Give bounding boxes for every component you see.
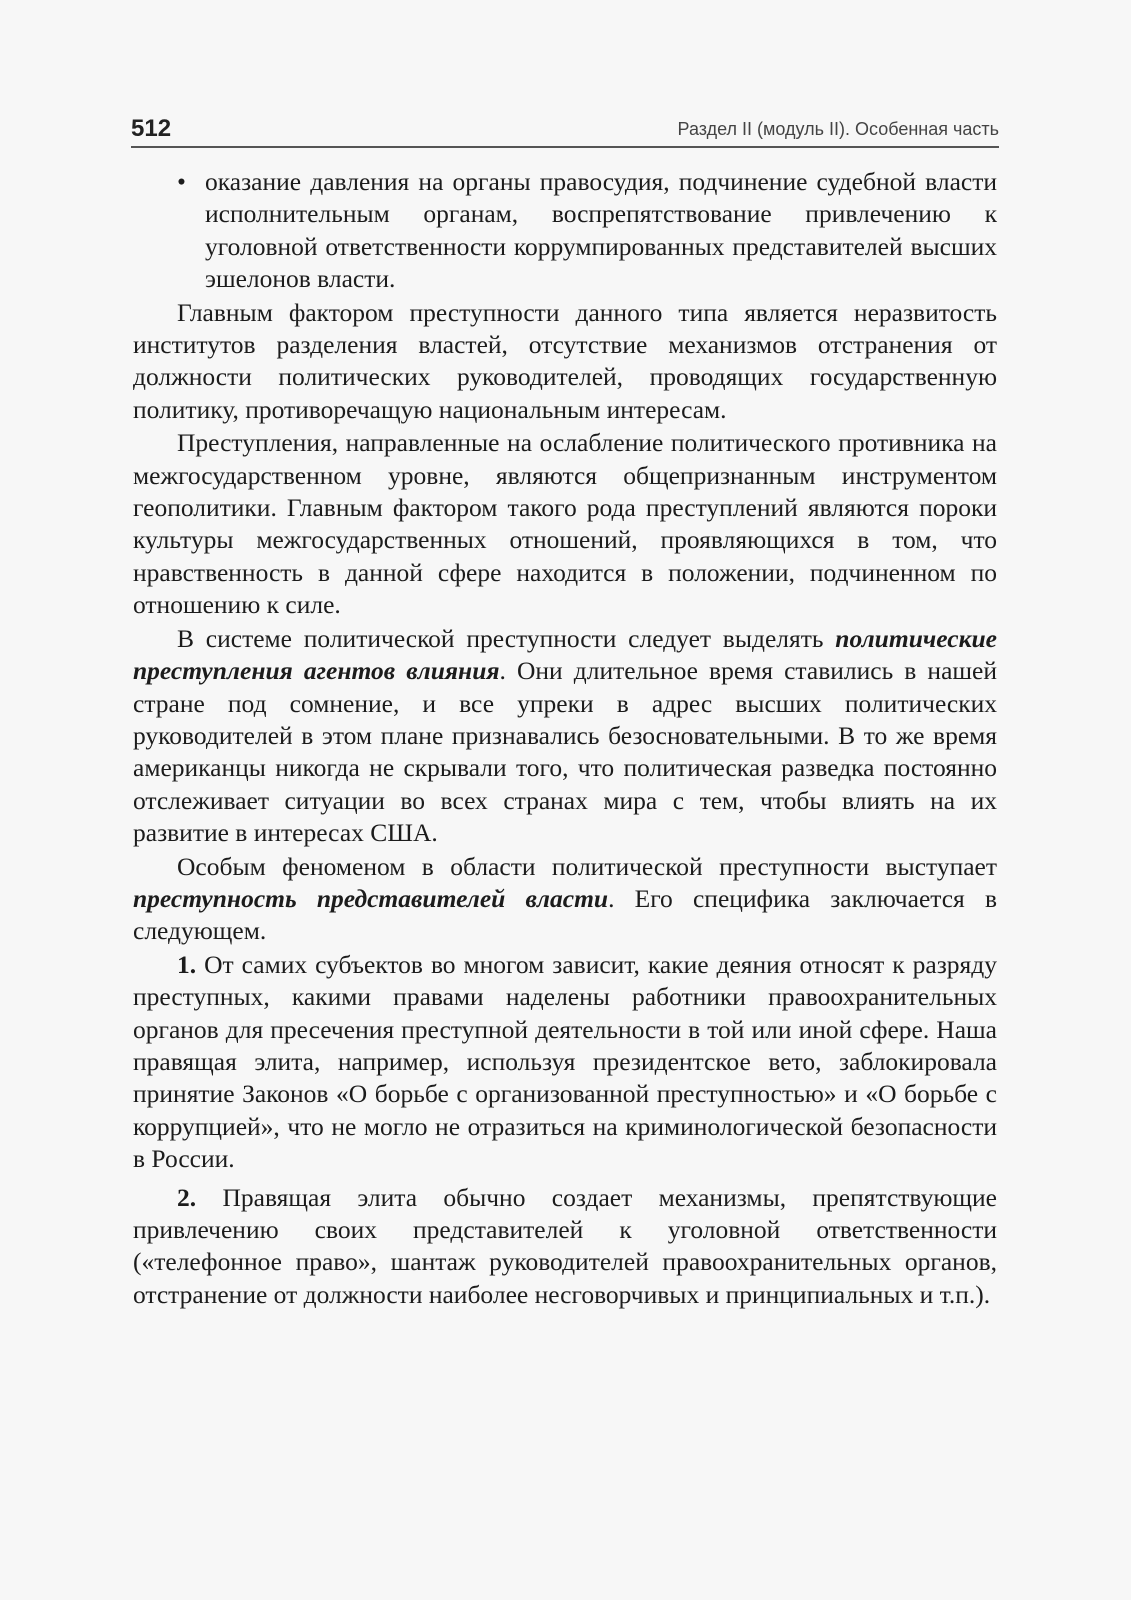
paragraph-power-crime: [133, 851, 997, 948]
list-number: 1.: [177, 949, 197, 979]
list-number: 2.: [177, 1182, 197, 1212]
bullet-icon: •: [177, 167, 186, 196]
running-head: Раздел II (модуль II). Особенная часть: [677, 119, 999, 139]
list-text: Правящая элита обычно создает механизмы, препятствующие привлечению своих представителей к уголовной ответственности («телефонное право», шантаж руководителей правоохранительных органов, отстранение от должности наиболее несговорчивых и принципиальных и т.п.).: [133, 1182, 997, 1309]
list-item-1: [133, 949, 997, 1176]
list-text: От самих субъектов во многом зависит, какие деяния относят к разряду преступных, какими правами наделены работники правоохранительных органов для пресечения преступной деятельности в той или иной сфере. Наша правящая элита, например, используя президентское вето, заблокировала принятие Законов «О борьбе с организованной преступностью» и «О борьбе с коррупцией», что не могло не отразиться на криминологической безопасности в России.: [133, 949, 997, 1174]
bullet-item: [133, 166, 997, 296]
emphasis-term: преступность представителей власти: [133, 883, 609, 913]
page-header: [131, 112, 999, 148]
list-item-2: [133, 1182, 997, 1312]
paragraph-influence-agents: [133, 623, 997, 850]
page-body: [133, 166, 997, 1311]
paragraph-main-factor: Главным фактором преступности данного типа является неразвитость институтов разделения властей, отсутствие механизмов отстранения от должности политических руководителей, проводящих государственную политику, противоречащую национальным интересам.: [133, 297, 997, 424]
paragraph-text: Особым феноменом в области политической преступности выступает: [177, 851, 997, 881]
bullet-text: оказание давления на органы правосудия, подчинение судебной власти исполнительным органам, воспрепятствование привлечению к уголовной ответственности коррумпированных представителей высших эшелонов власти.: [205, 167, 997, 294]
paragraph-text: . Его специфика заключается в следующем.: [133, 883, 997, 946]
paragraph-geopolitics: Преступления, направленные на ослабление политического противника на межгосударственном уровне, являются общепризнанным инструментом геополитики. Главным фактором такого рода преступлений являются пороки культуры межгосударственных отношений, проявляющихся в том, что нравственность в данной сфере находится в положении, подчиненном по отношению к силе.: [133, 428, 997, 620]
paragraph-text: . Они длительное время ставились в нашей стране под сомнение, и все упреки в адрес высших политических руководителей в этом плане признавались безосновательными. В то же время американцы никогда не скрывали того, что политическая разведка постоянно отслеживает ситуации во всех странах мира с тем, чтобы влиять на их развитие в интересах США.: [133, 656, 997, 848]
emphasis-term: политические преступления агентов влияния: [133, 623, 997, 686]
page-number: 512: [131, 115, 172, 142]
paragraph-text: В системе политической преступности следует выделять: [177, 623, 836, 653]
